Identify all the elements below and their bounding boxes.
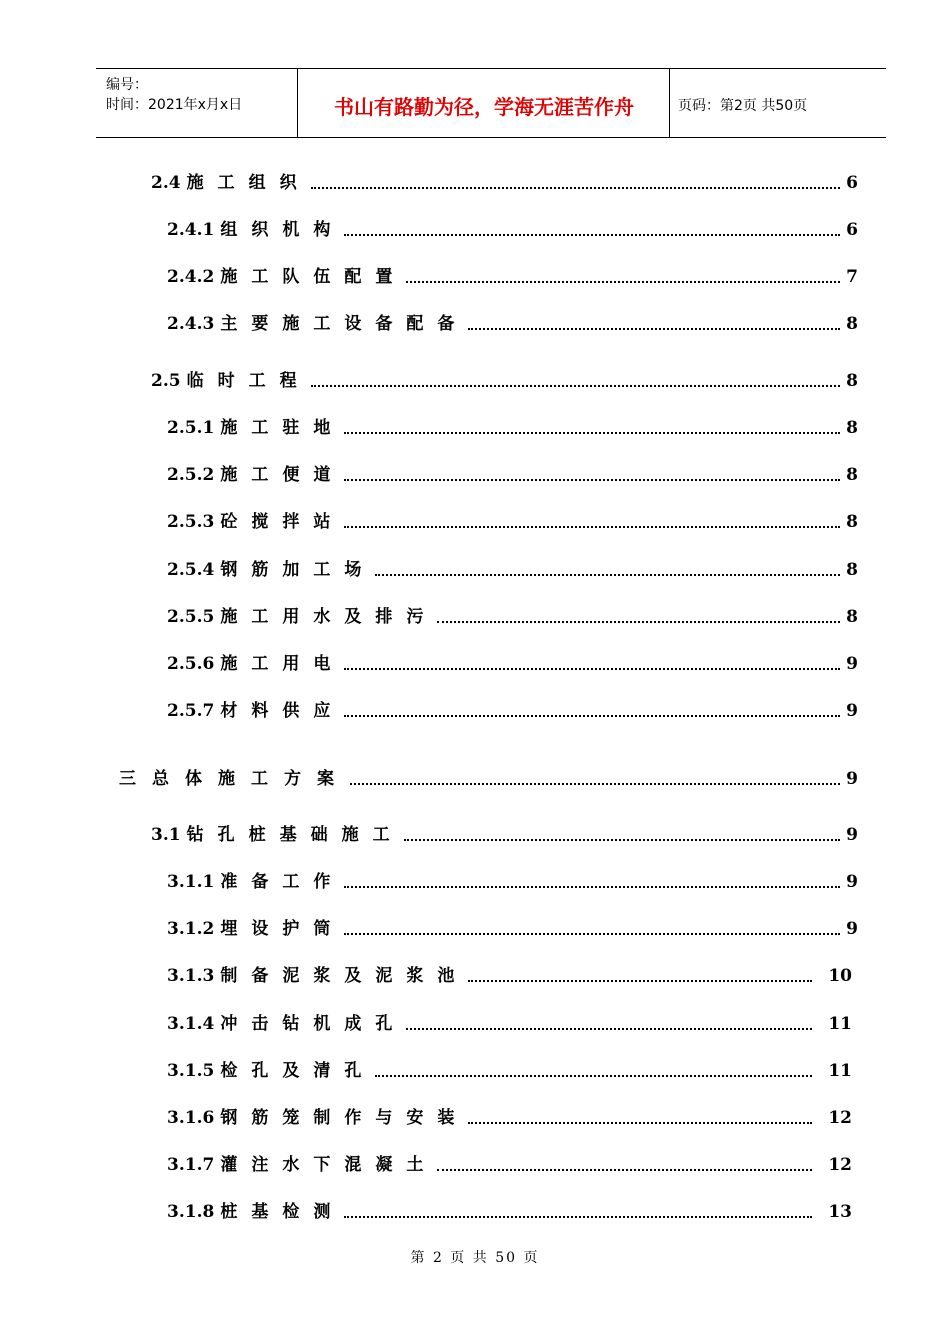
- toc-entry-title: 施工队伍配置: [220, 267, 407, 287]
- toc-entry-title: 施工用电: [220, 654, 345, 674]
- toc-entry-number: 2.4.2: [167, 267, 215, 287]
- toc-entry-page: 12: [828, 1155, 852, 1175]
- toc-dot-leader: [344, 478, 840, 481]
- toc-entry-number: 3.1.8: [167, 1202, 215, 1222]
- toc-entry-page: 11: [828, 1061, 852, 1081]
- toc-dot-leader: [406, 1027, 812, 1030]
- toc-entry-number: 3.1.1: [167, 872, 215, 892]
- toc-entry-number: 三: [119, 769, 136, 789]
- toc-entry-number: 2.4.3: [167, 314, 215, 334]
- toc-entry-page: 9: [846, 701, 858, 721]
- toc-entry-number: 3.1.2: [167, 919, 215, 939]
- toc-entry-title: 施工便道: [220, 465, 345, 485]
- toc-entry-number: 3.1.4: [167, 1014, 215, 1034]
- toc-entry-page: 8: [846, 314, 858, 334]
- toc-entry-number: 2.5: [151, 371, 181, 391]
- toc-entry[interactable]: [167, 510, 858, 534]
- toc-entry-number: 2.4: [151, 173, 181, 193]
- toc-entry[interactable]: [151, 171, 858, 195]
- toc-entry[interactable]: [167, 558, 858, 582]
- toc-entry-page: 9: [846, 825, 858, 845]
- toc-entry[interactable]: [167, 917, 858, 941]
- toc-entry-page: 10: [828, 966, 852, 986]
- toc-entry-page: 9: [846, 654, 858, 674]
- toc-entry-page: 12: [828, 1108, 852, 1128]
- toc-entry-title: 施工驻地: [220, 418, 345, 438]
- toc-entry-page: 6: [846, 220, 858, 240]
- toc-entry-title: 主要施工设备配备: [220, 314, 469, 334]
- toc-entry-title: 施工用水及排污: [220, 607, 438, 627]
- header-time-label: 时间：2021年x月x日: [106, 97, 243, 113]
- toc-dot-leader: [344, 885, 840, 888]
- toc-entry-title: 组织机构: [220, 220, 345, 240]
- toc-entry-number: 3.1.5: [167, 1061, 215, 1081]
- header-page-info: 页码：第2页 共50页: [678, 98, 808, 114]
- toc-entry[interactable]: [167, 1012, 852, 1036]
- page-header: [96, 68, 886, 138]
- toc-entry-page: 13: [828, 1202, 852, 1222]
- toc-entry[interactable]: [167, 964, 852, 988]
- toc-entry-number: 2.4.1: [167, 220, 215, 240]
- toc-entry[interactable]: [167, 265, 858, 289]
- toc-entry-title: 钢筋笼制作与安装: [220, 1108, 469, 1128]
- toc-entry-title: 制备泥浆及泥浆池: [220, 966, 469, 986]
- toc-entry-number: 2.5.5: [167, 607, 215, 627]
- toc-entry-page: 9: [846, 872, 858, 892]
- toc-entry[interactable]: [167, 416, 858, 440]
- toc-dot-leader: [311, 384, 841, 387]
- toc-entry-number: 2.5.3: [167, 512, 215, 532]
- toc-entry[interactable]: [167, 1059, 852, 1083]
- toc-entry-page: 8: [846, 465, 858, 485]
- toc-entry[interactable]: [167, 605, 858, 629]
- toc-dot-leader: [437, 620, 840, 623]
- toc-entry-title: 施工组织: [186, 173, 311, 193]
- toc-dot-leader: [344, 431, 840, 434]
- toc-dot-leader: [375, 573, 840, 576]
- toc-dot-leader: [406, 280, 840, 283]
- header-meta: [106, 75, 242, 115]
- toc-entry-number: 3.1.7: [167, 1155, 215, 1175]
- toc-entry-number: 2.5.7: [167, 701, 215, 721]
- toc-dot-leader: [437, 1168, 812, 1171]
- toc-entry[interactable]: [167, 652, 858, 676]
- toc-entry-number: 3.1.6: [167, 1108, 215, 1128]
- toc-entry-number: 2.5.2: [167, 465, 215, 485]
- toc-entry[interactable]: [119, 767, 858, 791]
- toc-entry[interactable]: [167, 870, 858, 894]
- toc-entry-page: 8: [846, 418, 858, 438]
- toc-entry[interactable]: [167, 312, 858, 336]
- toc-dot-leader: [350, 782, 840, 785]
- page-footer: 第 2 页 共 50 页: [410, 1250, 540, 1266]
- toc-entry[interactable]: [167, 1200, 852, 1224]
- toc-entry-title: 检孔及清孔: [220, 1061, 376, 1081]
- toc-entry-number: 3.1: [151, 825, 181, 845]
- toc-entry-page: 9: [846, 769, 858, 789]
- toc-entry[interactable]: [151, 369, 858, 393]
- header-code-label: 编号：: [106, 77, 148, 93]
- toc-dot-leader: [344, 932, 840, 935]
- toc-dot-leader: [468, 979, 812, 982]
- toc-entry-number: 2.5.6: [167, 654, 215, 674]
- toc-dot-leader: [344, 1215, 812, 1218]
- toc-dot-leader: [468, 1121, 812, 1124]
- toc-entry[interactable]: [167, 463, 858, 487]
- toc-entry-title: 埋设护筒: [220, 919, 345, 939]
- toc-dot-leader: [468, 327, 840, 330]
- header-divider: [669, 69, 670, 137]
- toc-dot-leader: [344, 667, 840, 670]
- toc-entry-title: 冲击钻机成孔: [220, 1014, 407, 1034]
- toc-entry[interactable]: [167, 699, 858, 723]
- toc-entry-title: 临时工程: [186, 371, 311, 391]
- toc-entry-title: 灌注水下混凝土: [220, 1155, 438, 1175]
- toc-entry-page: 8: [846, 607, 858, 627]
- toc-entry-number: 2.5.4: [167, 560, 215, 580]
- toc-dot-leader: [311, 186, 841, 189]
- toc-entry[interactable]: [167, 1153, 852, 1177]
- toc-entry-number: 2.5.1: [167, 418, 215, 438]
- toc-entry-page: 9: [846, 919, 858, 939]
- toc-entry-page: 8: [846, 560, 858, 580]
- toc-dot-leader: [344, 233, 840, 236]
- header-motto: 书山有路勤为径，学海无涯苦作舟: [334, 95, 634, 119]
- toc-entry-number: 3.1.3: [167, 966, 215, 986]
- toc-entry-title: 总体施工方案: [152, 769, 350, 789]
- toc-entry-title: 钻孔桩基础施工: [186, 825, 404, 845]
- toc-entry-title: 桩基检测: [220, 1202, 345, 1222]
- toc-entry[interactable]: [167, 218, 858, 242]
- toc-entry[interactable]: [167, 1106, 852, 1130]
- toc-entry-title: 砼搅拌站: [220, 512, 345, 532]
- toc-dot-leader: [404, 838, 841, 841]
- toc-entry-page: 8: [846, 512, 858, 532]
- toc-entry-page: 8: [846, 371, 858, 391]
- toc-entry[interactable]: [151, 823, 858, 847]
- toc-entry-page: 6: [846, 173, 858, 193]
- toc-dot-leader: [344, 525, 840, 528]
- toc-dot-leader: [375, 1074, 812, 1077]
- toc-entry-title: 准备工作: [220, 872, 345, 892]
- toc-dot-leader: [344, 714, 840, 717]
- toc-entry-page: 11: [828, 1014, 852, 1034]
- toc-entry-title: 材料供应: [220, 701, 345, 721]
- toc-entry-title: 钢筋加工场: [220, 560, 376, 580]
- toc-entry-page: 7: [846, 267, 858, 287]
